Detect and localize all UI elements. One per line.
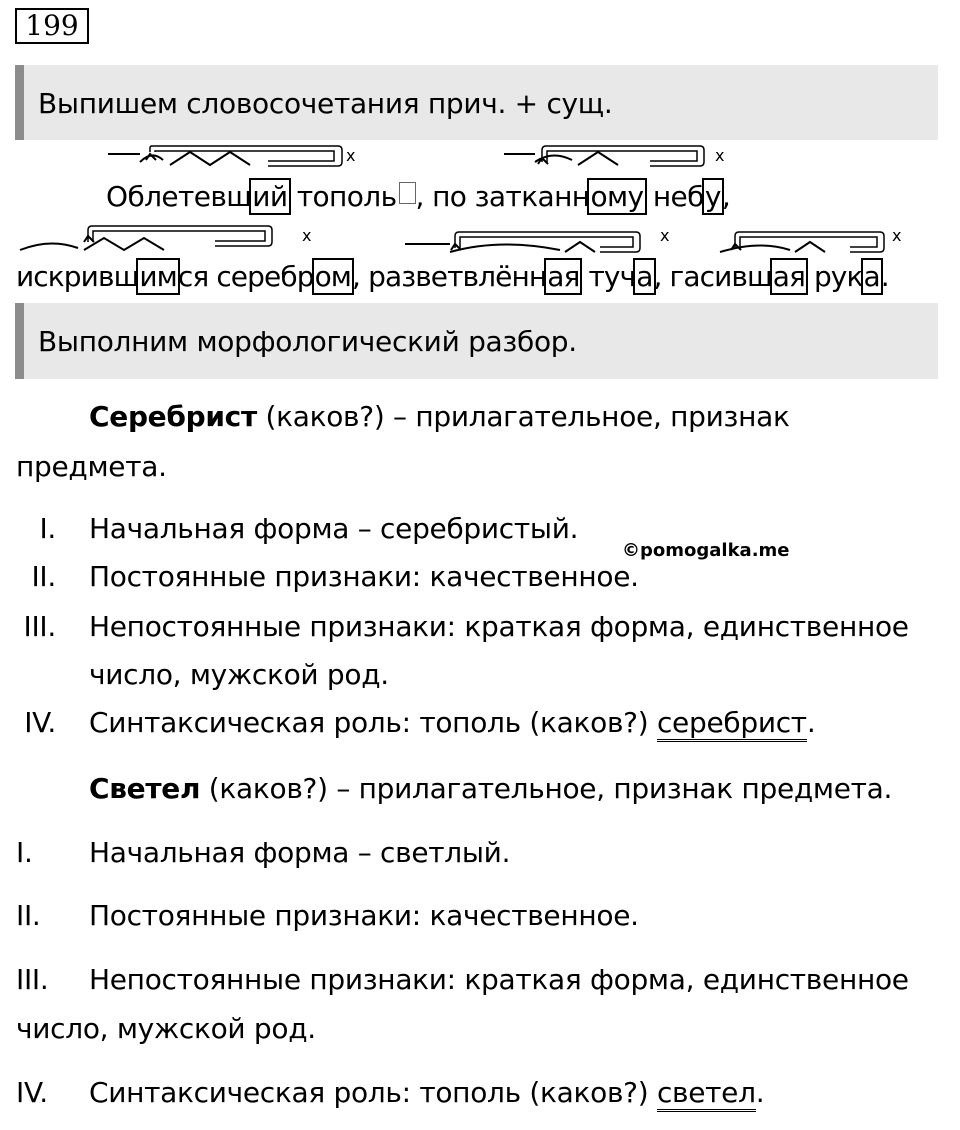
predicate-underlined: серебрист xyxy=(657,706,807,742)
word-ending: а xyxy=(633,258,655,295)
word1-heading-cont: предмета. xyxy=(16,450,167,483)
item-number: II. xyxy=(31,560,56,593)
watermark: ©pomogalka.me xyxy=(622,540,790,561)
governing-arrow-inner xyxy=(93,231,265,242)
governing-arrow-inner xyxy=(547,151,697,162)
suffix-caret xyxy=(565,242,595,252)
item-text: Синтаксическая роль: тополь (каков?) светел. xyxy=(89,1075,764,1111)
item-number: I. xyxy=(16,836,33,869)
item-number: II. xyxy=(16,899,41,932)
main-word-mark: x xyxy=(892,226,902,245)
word-ending: ая xyxy=(770,258,808,295)
word-ending: им xyxy=(136,258,180,295)
word2-name: Светел xyxy=(89,772,201,805)
item-text: Начальная форма – серебристый. xyxy=(89,512,579,545)
phrases-line-2: искрившимся серебром, разветвлённая туча, гасившая рука. xyxy=(16,260,889,293)
word-ending: у xyxy=(702,178,724,215)
word-ending: ая xyxy=(544,258,582,295)
item-text-cont: число, мужской род. xyxy=(89,658,389,691)
governing-arrow-inner xyxy=(155,151,334,161)
suffix-caret xyxy=(170,152,250,165)
item-number: III. xyxy=(23,610,56,643)
item-text: Постоянные признаки: качественное. xyxy=(89,899,639,932)
item-text: Непостоянные признаки: краткая форма, единственное xyxy=(89,610,909,643)
phrases-line-1: Облетевший тополь , по затканному небу, xyxy=(106,180,731,213)
item-text: Начальная форма – светлый. xyxy=(89,836,511,869)
main-word-mark: x xyxy=(302,226,312,245)
word-ending: ий xyxy=(249,178,290,215)
governing-arrow xyxy=(88,226,272,246)
root-arc xyxy=(450,244,560,252)
word2-heading: Светел (каков?) – прилагательное, признак предмета. xyxy=(89,772,893,805)
word-ending: ому xyxy=(587,178,646,215)
main-word-mark: x xyxy=(346,146,356,165)
task-number: 199 xyxy=(15,8,89,44)
main-word-mark: x xyxy=(715,146,725,165)
item-number: III. xyxy=(16,963,49,996)
root-arc xyxy=(720,245,790,252)
item-number: IV. xyxy=(16,1076,48,1109)
item-number: IV. xyxy=(24,706,56,739)
item-text: Постоянные признаки: качественное. xyxy=(89,560,639,593)
main-word-mark: x xyxy=(660,226,670,245)
governing-arrow xyxy=(542,146,704,166)
instruction-banner-collect: Выпишем словосочетания прич. + сущ. xyxy=(15,65,938,140)
governing-arrow xyxy=(455,232,640,252)
word-ending: ом xyxy=(312,258,354,295)
instruction-banner-analysis: Выполним морфологический разбор. xyxy=(15,303,938,379)
item-text-cont: число, мужской род. xyxy=(16,1012,316,1045)
item-number: I. xyxy=(39,512,56,545)
predicate-underlined: светел xyxy=(657,1076,756,1112)
suffix-caret xyxy=(578,152,618,165)
zero-ending-box xyxy=(399,182,416,204)
suffix-caret xyxy=(84,238,164,250)
word1-name: Серебрист xyxy=(89,400,257,433)
word1-heading: Серебрист (каков?) – прилагательное, признак xyxy=(89,400,790,433)
item-text: Непостоянные признаки: краткая форма, единственное xyxy=(89,963,909,996)
suffix-caret xyxy=(795,242,825,252)
root-arc xyxy=(20,243,78,250)
item-text: Синтаксическая роль: тополь (каков?) серебрист. xyxy=(89,705,815,741)
word-ending: а xyxy=(861,258,883,295)
